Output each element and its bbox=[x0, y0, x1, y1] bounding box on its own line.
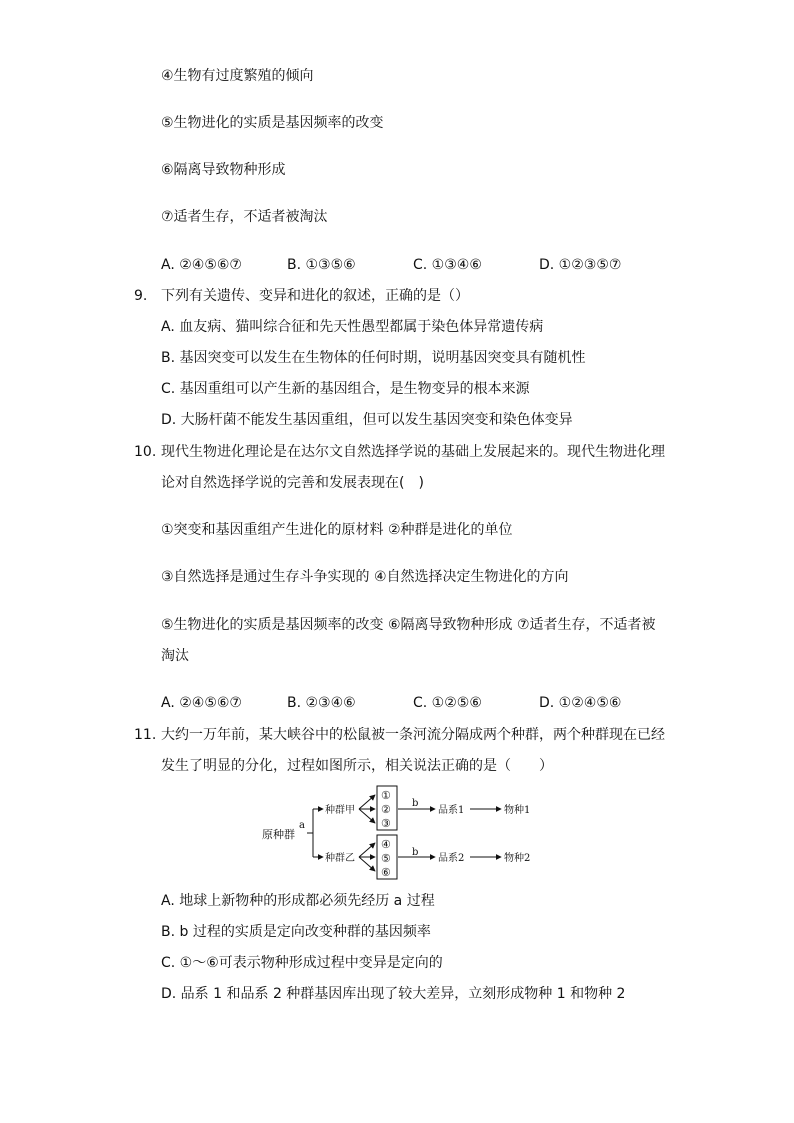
q11-option-d[interactable]: D. 品系 1 和品系 2 种群基因库出现了较大差异，立刻形成物种 1 和物种 2 bbox=[161, 986, 626, 1002]
q8-option-c[interactable]: C. ①③④⑥ bbox=[413, 257, 482, 273]
q10-option-a[interactable]: A. ②④⑤⑥⑦ bbox=[161, 695, 242, 711]
q8-option-a[interactable]: A. ②④⑤⑥⑦ bbox=[161, 257, 242, 273]
q9-stem: 下列有关遗传、变异和进化的叙述，正确的是（） bbox=[161, 288, 469, 304]
q9-option-a[interactable]: A. 血友病、猫叫综合征和先天性愚型都属于染色体异常遗传病 bbox=[161, 319, 544, 335]
q11-option-b[interactable]: B. b 过程的实质是定向改变种群的基因频率 bbox=[161, 924, 431, 940]
q10-statement-line4: 淘汰 bbox=[161, 648, 189, 664]
variation-1: ① bbox=[381, 789, 391, 802]
q10-option-c[interactable]: C. ①②⑤⑥ bbox=[413, 695, 482, 711]
q10-statement-line3: ⑤生物进化的实质是基因频率的改变 ⑥隔离导致物种形成 ⑦适者生存，不适者被 bbox=[161, 617, 656, 633]
strain-1-label: 品系1 bbox=[438, 805, 465, 816]
variation-6: ⑥ bbox=[381, 866, 391, 879]
q9-option-b[interactable]: B. 基因突变可以发生在生物体的任何时期，说明基因突变具有随机性 bbox=[161, 350, 586, 366]
q10-statement-line2: ③自然选择是通过生存斗争实现的 ④自然选择决定生物进化的方向 bbox=[161, 569, 569, 585]
q10-stem-line2: 论对自然选择学说的完善和发展表现在( ) bbox=[161, 475, 424, 491]
q9-option-c[interactable]: C. 基因重组可以产生新的基因组合，是生物变异的根本来源 bbox=[161, 381, 530, 397]
q11-stem-line1: 大约一万年前，某大峡谷中的松鼠被一条河流分隔成两个种群，两个种群现在已经 bbox=[161, 727, 665, 743]
q8-option-d[interactable]: D. ①②③⑤⑦ bbox=[539, 257, 622, 273]
q9-option-d[interactable]: D. 大肠杆菌不能发生基因重组，但可以发生基因突变和染色体变异 bbox=[161, 412, 573, 428]
population-b-label: 种群乙 bbox=[325, 853, 355, 864]
process-a-label: a bbox=[299, 820, 305, 831]
statement-5: ⑤生物进化的实质是基因频率的改变 bbox=[161, 115, 384, 131]
statement-6: ⑥隔离导致物种形成 bbox=[161, 162, 286, 178]
q11-option-c[interactable]: C. ①～⑥可表示物种形成过程中变异是定向的 bbox=[161, 955, 443, 971]
process-b-label-bottom: b bbox=[412, 847, 419, 858]
statement-4: ④生物有过度繁殖的倾向 bbox=[161, 68, 314, 84]
q11-option-a[interactable]: A. 地球上新物种的形成都必须先经历 a 过程 bbox=[161, 893, 435, 909]
species-1-label: 物种1 bbox=[504, 805, 531, 816]
q9-number: 9. bbox=[134, 288, 148, 304]
variation-3: ③ bbox=[381, 817, 391, 830]
species-2-label: 物种2 bbox=[504, 853, 531, 864]
statement-7: ⑦适者生存，不适者被淘汰 bbox=[161, 209, 328, 225]
population-a-label: 种群甲 bbox=[325, 805, 355, 816]
q11-stem-line2: 发生了明显的分化，过程如图所示，相关说法正确的是（ ） bbox=[161, 758, 553, 774]
q10-option-d[interactable]: D. ①②④⑤⑥ bbox=[539, 695, 622, 711]
origin-population-label: 原种群 bbox=[262, 828, 295, 841]
fan-top-3 bbox=[359, 809, 375, 823]
q10-number: 10. bbox=[134, 444, 157, 460]
strain-2-label: 品系2 bbox=[438, 853, 465, 864]
fan-top-1 bbox=[359, 795, 375, 809]
q10-option-b[interactable]: B. ②③④⑥ bbox=[287, 695, 356, 711]
q10-statement-line1: ①突变和基因重组产生进化的原材料 ②种群是进化的单位 bbox=[161, 522, 513, 538]
fan-bottom-3 bbox=[359, 857, 375, 871]
q10-stem-line1: 现代生物进化理论是在达尔文自然选择学说的基础上发展起来的。现代生物进化理 bbox=[161, 444, 665, 460]
variation-4: ④ bbox=[381, 838, 391, 851]
variation-2: ② bbox=[381, 803, 391, 816]
fan-bottom-1 bbox=[359, 843, 375, 857]
variation-5: ⑤ bbox=[381, 852, 391, 865]
q8-option-b[interactable]: B. ①③⑤⑥ bbox=[287, 257, 356, 273]
speciation-diagram bbox=[255, 783, 555, 883]
process-b-label-top: b bbox=[412, 798, 419, 809]
q11-number: 11. bbox=[134, 727, 157, 743]
